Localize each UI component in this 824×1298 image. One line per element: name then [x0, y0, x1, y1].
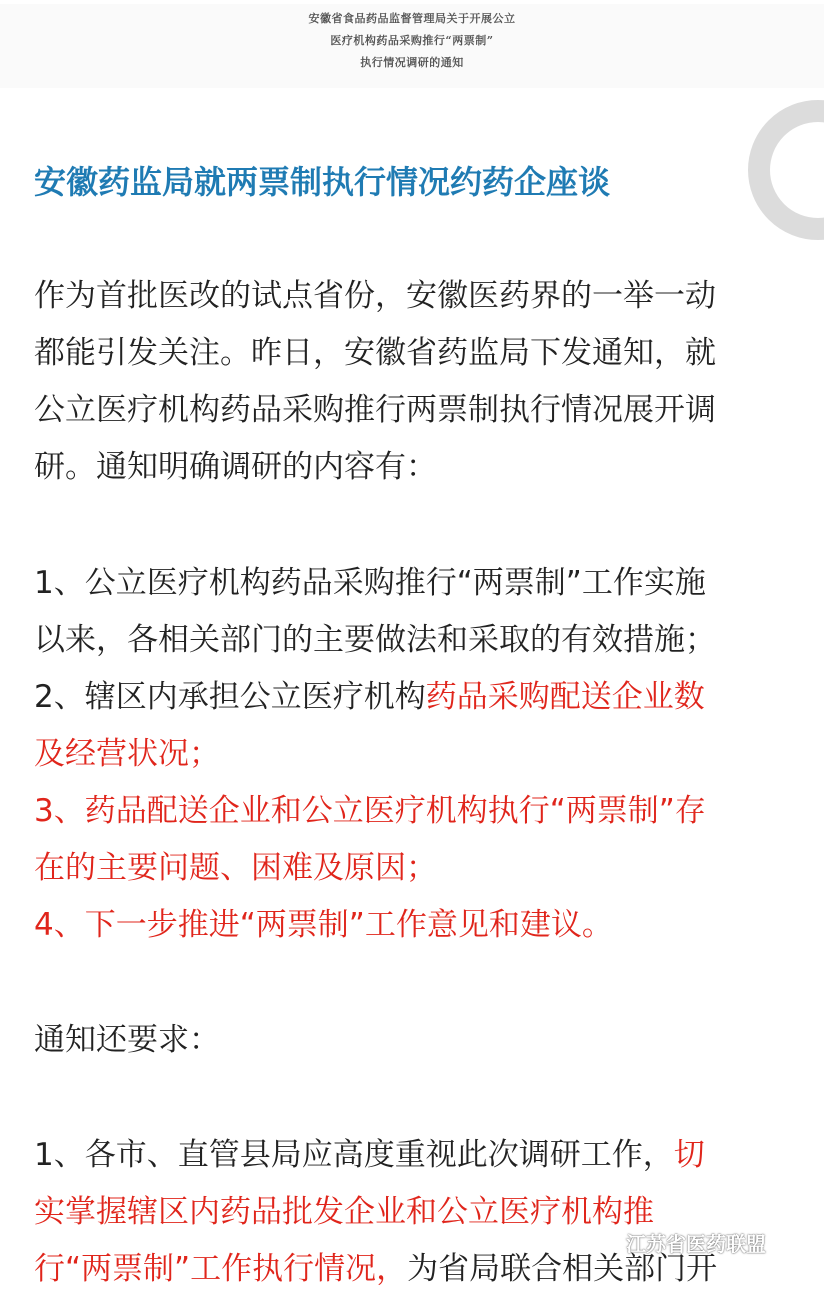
watermark-text: 江苏省医药联盟 — [626, 1231, 766, 1256]
list-item-2-line-1 — [34, 669, 794, 726]
notice-title-line-1: 安徽省食品药品监督管理局关于开展公立 — [308, 12, 516, 25]
intro-paragraph — [34, 268, 794, 496]
notice-title-line-2: 医疗机构药品采购推行“两票制” — [330, 34, 494, 47]
notice-title-line-3: 执行情况调研的通知 — [360, 56, 464, 69]
list-item-4: 4、下一步推进“两票制”工作意见和建议。 — [34, 907, 613, 943]
list-item-2-line-2: 及经营状况； — [34, 736, 220, 772]
requirements-list — [34, 1127, 794, 1298]
decorative-ring — [748, 100, 824, 240]
intro-line: 研。通知明确调研的内容有： — [34, 449, 437, 485]
list-item-2-highlight-text: 药品采购配送企业数 — [425, 679, 705, 715]
list-item-1-line-1: 1、公立医疗机构药品采购推行“两票制”工作实施 — [34, 565, 706, 601]
survey-content-list — [34, 555, 794, 954]
wechat-icon — [594, 1231, 620, 1253]
req-item-1-plain-end: 为省局联合相关部门开 — [407, 1251, 718, 1287]
intro-line: 都能引发关注。昨日，安徽省药监局下发通知，就 — [34, 335, 716, 371]
notice-header-image — [0, 4, 824, 88]
article-headline: 安徽药监局就两票制执行情况约药企座谈 — [34, 163, 611, 201]
list-item-1-line-2: 以来，各相关部门的主要做法和采取的有效措施； — [34, 622, 716, 658]
requirements-label: 通知还要求： — [34, 1022, 220, 1058]
source-watermark — [594, 1228, 766, 1256]
req-item-1-highlight-text: 切 — [673, 1137, 705, 1173]
list-item-3-line-1: 3、药品配送企业和公立医疗机构执行“两票制”存 — [34, 793, 706, 829]
req-item-1-plain-text: 1、各市、直管县局应高度重视此次调研工作， — [34, 1137, 674, 1173]
req-item-1-highlight-end: 行“两票制”工作执行情况， — [34, 1251, 408, 1287]
intro-line: 作为首批医改的试点省份，安徽医药界的一举一动 — [34, 278, 716, 314]
req-item-1-line-2: 实掌握辖区内药品批发企业和公立医疗机构推 — [34, 1194, 654, 1230]
list-item-2-plain-text: 2、辖区内承担公立医疗机构 — [34, 679, 426, 715]
req-item-1-line-1 — [34, 1127, 794, 1184]
intro-line: 公立医疗机构药品采购推行两票制执行情况展开调 — [34, 392, 716, 428]
list-item-3-line-2: 在的主要问题、困难及原因； — [34, 850, 437, 886]
